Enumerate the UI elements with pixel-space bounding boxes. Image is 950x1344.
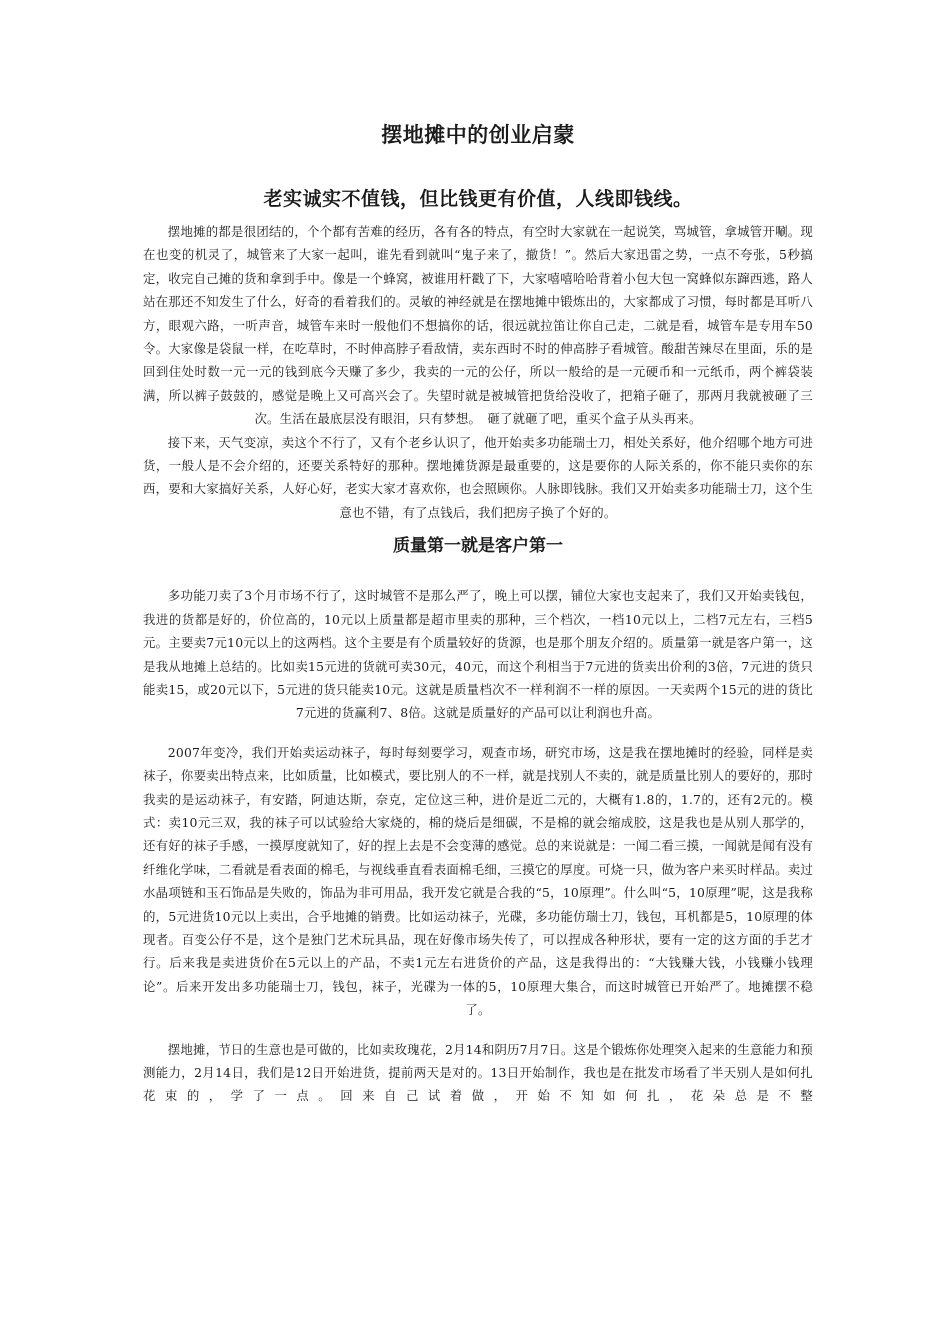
paragraph: 接下来，天气变凉，卖这个不行了，又有个老乡认识了，他开始卖多功能瑞士刀，相处关系好，他介绍哪个地方可进货，一般人是不会介绍的，还要关系特好的那种。摆地摊货源是最重要的，这是要你的人际关系的，你不能只卖你的东西，要和大家搞好关系，人好心好，老实大家才喜欢你，也会照顾你。人脉即钱脉。我们又开始卖多功能瑞士刀，这个生意也不错，有了点钱后，我们把房子换了个好的。 [143, 434, 813, 520]
document-body [143, 118, 813, 1108]
paragraph: 摆地摊的都是很团结的，个个都有苦难的经历，各有各的特点，有空时大家就在一起说笑，骂城管，拿城管开唰。现在也变的机灵了，城管来了大家一起叫，谁先看到就叫“鬼子来了，撤货！”。然后大家迅雷之势，一点不夸张，5秒搞定，收完自己摊的货和拿到手中。像是一个蜂窝，被谁用杆戳了下，大家嘻嘻哈哈背着小包大包一窝蜂似东蹿西逃，路人站在那还不知发生了什么，好奇的看着我们的。灵敏的神经就是在摆地摊中锻炼出的，大家都成了习惯，每时都是耳听八方，眼观六路，一听声音，城管车来时一般他们不想搞你的话，很远就拉笛让你自己走，二就是看，城管车是专用车50令。大家像是袋鼠一样，在吃草时，不时伸高脖子看敌情，卖东西时不时的伸高脖子看城管。酸甜苦辣尽在里面，乐的是回到住处时数一元一元的钱到底今天赚了多少，我卖的一元的公仔，所以一般给的是一元硬币和一元纸币，两个裤袋装满，所以裤子鼓鼓的，感觉是晚上又可高兴会了。失望时就是被城管把货给没收了，把箱子砸了，那两月我就被砸了三次。生活在最底层没有眼泪，只有梦想。 砸了就砸了吧，重买个盒子从头再来。 [143, 224, 813, 427]
document-title: 摆地摊中的创业启蒙 [381, 122, 575, 147]
paragraph: 2007年变冷，我们开始卖运动袜子，每时每刻要学习，观查市场，研究市场，这是我在摆地摊时的经验，同样是卖袜子，你要卖出特点来，比如质量，比如模式，要比别人的不一样，就是找别人不卖的，就是质量比别人的要好的，那时我卖的是运动袜子，有安踏，阿迪达斯，奈克，定位这三种，进价是近二元的，大概有1.8的，1.7的，还有2元的。模式：卖10元三双，我的袜子可以试验给大家烧的，棉的烧后是细碳，不是棉的就会缩成胶，这是我也是从别人那学的，还有好的袜子手感，一摸厚度就知了，好的捏上去是不会变薄的感觉。总的来说就是：一闻二看三摸，一闻就是闻有没有纤维化学味，二看就是看表面的棉毛，与视线垂直看表面棉毛细，三摸它的厚度。可烧一只，做为客户来买时样品。卖过水晶项链和玉石饰品是失败的，饰品为非可用品，我开发它就是合我的“5，10原理”。什么叫“5，10原理”呢，这是我称的，5元进货10元以上卖出，合乎地摊的销费。比如运动袜子，光碟，多功能仿瑞士刀，钱包，耳机都是5，10原理的体现者。百变公仔不是，这个是独门艺术玩具品，现在好像市场失传了，可以捏成各种形状，要有一定的这方面的手艺才行。后来我是卖进货价在5元以上的产品，不卖1元左右进货价的产品，这是我得出的：“大钱赚大钱，小钱赚小钱理论”。后来开发出多功能瑞士刀，钱包，袜子，光碟为一体的5，10原理大集合，而这时城管已开始严了。地摊摆不稳了。 [143, 744, 813, 1018]
paragraph: 多功能刀卖了3个月市场不行了，这时城管不是那么严了，晚上可以摆，铺位大家也支起来了，我们又开始卖钱包，我进的货都是好的，价位高的，10元以上质量都是超市里卖的那种，三个档次，一档10元以上，二档7元左右，三档5元。主要卖7元10元以上的这两档。这个主要是有个质量较好的货源，也是那个朋友介绍的。质量第一就是客户第一，这是我从地摊上总结的。比如卖15元进的货就可卖30元，40元，而这个利相当于7元进的货卖出价利的3倍，7元进的货只能卖15，或20元以下，5元进的货只能卖10元。这就是质量档次不一样利润不一样的原因。一天卖两个15元的进的货比7元进的货赢利7、8倍。这就是质量好的产品可以让利润也升高。 [143, 588, 813, 721]
section-heading: 质量第一就是客户第一 [393, 536, 563, 557]
paragraph: 摆地摊，节日的生意也是可做的，比如卖玫瑰花，2月14和阴历7月7日。这是个锻炼你处理突入起来的生意能力和预测能力，2月14日，我们是12日开始进货，提前两天是对的。13日开始制作，我也是在批发市场看了半天别人是如何扎花束的，学了一点。回来自己试着做，开始不知如何扎，花朵总是不整 [143, 1041, 813, 1104]
document-subtitle: 老实诚实不值钱，但比钱更有价值，人线即钱线。 [263, 188, 693, 210]
